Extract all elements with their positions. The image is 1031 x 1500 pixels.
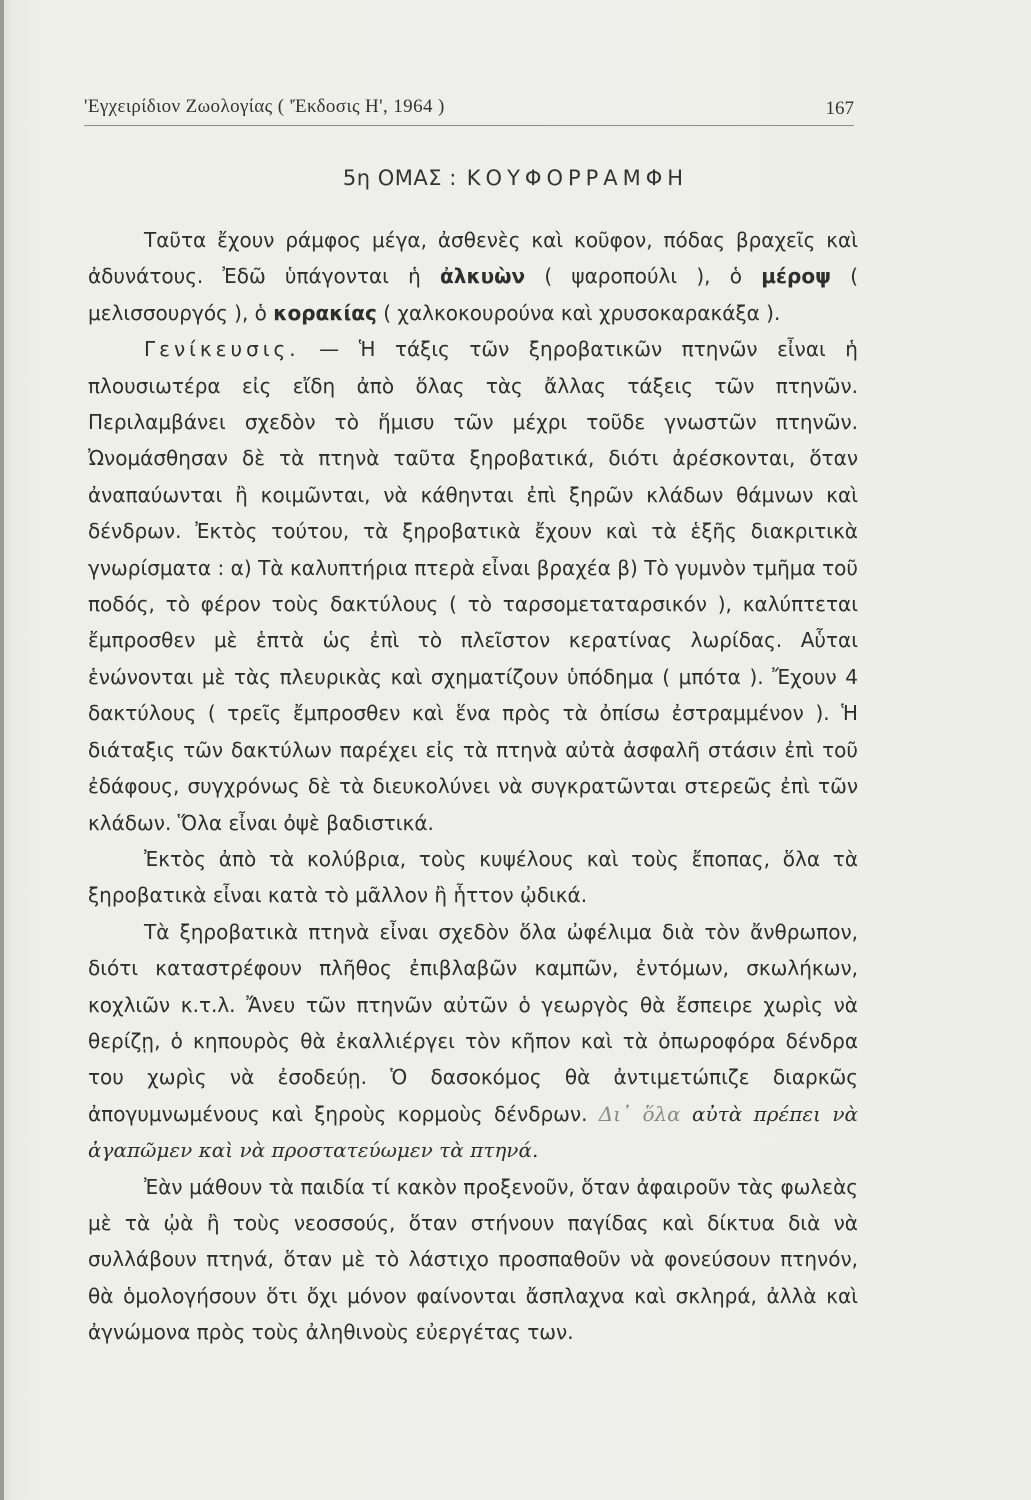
page-edge-shadow bbox=[0, 0, 4, 1500]
page-number: 167 bbox=[825, 98, 854, 119]
section-name: ΚΟΥΦΟΡΡΑΜΦΗ bbox=[466, 166, 689, 190]
paragraph-3: Ἐκτὸς ἀπὸ τὰ κολύβρια, τοὺς κυψέλους καὶ τοὺς ἔποπας, ὅλα τὰ ξηροβατικὰ εἶναι κατὰ τὸ μᾶλλον ἢ ἧττον ᾠδικά. bbox=[88, 846, 858, 908]
p1-text-c: ( ψαροπούλι ), ὁ bbox=[525, 264, 762, 289]
paragraph-5: Ἐὰν μάθουν τὰ παιδία τί κακὸν προξενοῦν, ὅταν ἀφαιροῦν τὰς φωλεὰς μὲ τὰ ᾠὰ ἢ τοὺς νεοσσούς, ὅταν στήνουν παγίδας καὶ δίκτυα διὰ νὰ συλλάβουν πτηνά, ὅταν μὲ τὸ λάστιχο προσπαθοῦν νὰ φονεύσουν πτηνόν, θὰ ὁμολογήσουν ὅτι ὄχι μόνον φαίνονται ἄσπλαχνα καὶ σκληρά, ἀλλὰ καὶ ἀγνώμονα πρὸς τοὺς ἀληθινοὺς εὐεργέτας των. bbox=[88, 1174, 858, 1345]
paragraph-4 bbox=[88, 914, 858, 1169]
p4-italic-text: αὐτὰ πρέπει νὰ ἀγαπῶμεν καὶ νὰ προστατεύωμεν τὰ πτηνά. bbox=[88, 1101, 859, 1163]
running-header-title: 'Εγχειρίδιον Ζωολογίας ( 'Έκδοσις Η', 1964 ) bbox=[84, 96, 445, 117]
p1-text-e: ( χαλκοκουρούνα καὶ χρυσοκαρακάξα ). bbox=[376, 300, 781, 325]
p1-text-d: ( μελισσουργός ), ὁ bbox=[88, 264, 858, 325]
term-merops: μέροψ bbox=[761, 264, 831, 289]
header-rule bbox=[84, 125, 854, 126]
term-korakias: κορακίας bbox=[273, 300, 377, 325]
running-header bbox=[84, 96, 854, 130]
p2-text: — Ἡ τάξις τῶν ξηροβατικῶν πτηνῶν εἶναι ἡ πλουσιωτέρα εἰς εἴδη ἀπὸ ὅλας τὰς ἄλλας τάξεις τῶν πτηνῶν. Περιλαμβάνει σχεδὸν τὸ ἥμισυ τῶν μέχρι τοῦδε γνωστῶν πτηνῶν. Ὠνομάσθησαν δὲ τὰ πτηνὰ ταῦτα ξηροβατικά, διότι ἀρέσκονται, ὅταν ἀναπαύωνται ἢ κοιμῶνται, νὰ κάθηνται ἐπὶ ξηρῶν κλάδων θάμνων καὶ δένδρων. Ἐκτὸς τούτου, τὰ ξηροβατικὰ ἔχουν καὶ τὰ ἑξῆς διακριτικὰ γνωρίσματα : α) Τὰ καλυπτήρια πτερὰ εἶναι βραχέα β) Τὸ γυμνὸν τμῆμα τοῦ ποδός, τὸ φέρον τοὺς δακτύλους ( τὸ ταρσομεταταρσικόν ), καλύπτεται ἔμπροσθεν μὲ ἑπτὰ ὡς ἐπὶ τὸ πλεῖστον κερατίνας λωρίδας. Αὗται ἑνώνονται μὲ τὰς πλευρικὰς καὶ σχηματίζουν ὑπόδημα ( μπότα ). Ἔχουν 4 δακτύλους ( τρεῖς ἔμπροσθεν καὶ ἕνα πρὸς τὰ ὀπίσω ἐστραμμένον ). Ἡ διάταξις τῶν δακτύλων παρέχει εἰς τὰ πτηνὰ αὐτὰ ἀσφαλῆ στάσιν ἐπὶ τοῦ ἐδάφους, συγχρόνως δὲ τὰ διευκολύνει νὰ συγκρατῶνται στερεῶς ἐπὶ τῶν κλάδων. Ὅλα εἶναι ὀψὲ βαδιστικά. bbox=[88, 337, 858, 835]
p1-text-a: Ταῦτα ἔχουν ράμφος μέγα, ἀσθενὲς καὶ κοῦφον, πόδας βραχεῖς καὶ ἀδυνάτους. Ἐδῶ ὑπάγονται ἡ bbox=[88, 228, 858, 289]
p4-faded-text: Δι᾽ ὅλα bbox=[598, 1101, 681, 1126]
term-alkyon: ἀλκυὼν bbox=[440, 264, 526, 289]
section-heading bbox=[0, 166, 1031, 190]
section-number: 5η ΟΜΑΣ : bbox=[342, 166, 457, 190]
paragraph-2 bbox=[88, 331, 858, 841]
p4-text: Τὰ ξηροβατικὰ πτηνὰ εἶναι σχεδὸν ὅλα ὠφέλιμα διὰ τὸν ἄνθρωπον, διότι καταστρέφουν πλῆθος ἐπιβλαβῶν καμπῶν, ἐντόμων, σκωλήκων, κοχλιῶν κ.τ.λ. Ἄνευ τῶν πτηνῶν αὐτῶν ὁ γεωργὸς θὰ ἔσπειρε χωρὶς νὰ θερίζῃ, ὁ κηπουρὸς θὰ ἐκαλλιέργει τὸν κῆπον καὶ τὰ ὀπωροφόρα δένδρα του χωρὶς νὰ ἐσοδεύῃ. Ὁ δασοκόμος θὰ ἀντιμετώπιζε διαρκῶς ἀπογυμνωμένους καὶ ξηροὺς κορμοὺς δένδρων. bbox=[88, 919, 858, 1126]
body-text bbox=[88, 222, 858, 1351]
generalization-heading: Γενίκευσις. bbox=[144, 337, 300, 362]
paragraph-1 bbox=[88, 222, 858, 331]
